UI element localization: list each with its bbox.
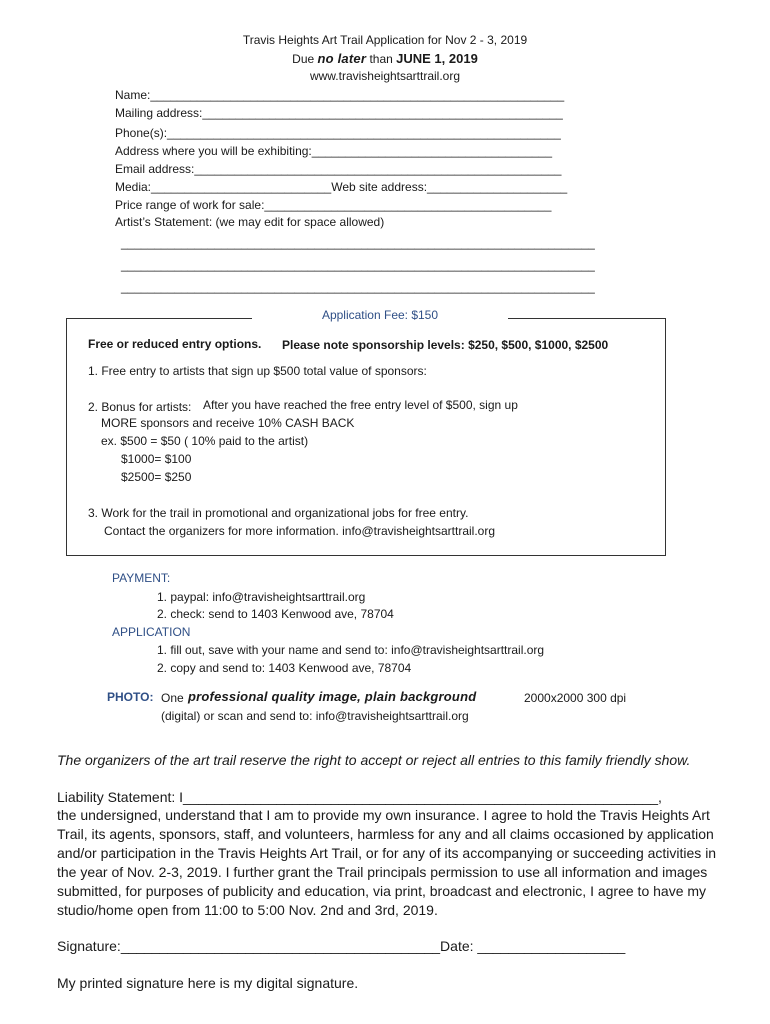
organizers-notice: The organizers of the art trail reserve the right to accept or reject all entries to this family friendly show. (57, 752, 691, 768)
digital-signature-note: My printed signature here is my digital signature. (57, 975, 359, 991)
liability-statement: the undersigned, understand that I am to provide my own insurance. I agree to hold the Travis Heights Art Trail, its agents, sponsors, staff, and volunteers, harmless for any and all claims occasioned by application and/or participation in the Travis Heights Art Trail, or for any of its accompanying or succeeding activities in the year of Nov. 2-3, 2019. I further grant the Trail principals permission to use all information and images submitted, for purposes of publicity and education, via print, broadcast and electronic, I agree to have my studio/home open from 11:00 to 5:00 Nov. 2nd and 3rd, 2019. (57, 807, 717, 918)
payment-check: 2. check: send to 1403 Kenwood ave, 78704 (157, 607, 394, 621)
due-line (0, 51, 770, 66)
mailing-address-field[interactable]: Mailing address:______________________________________________________ (115, 106, 563, 120)
fee-item-2-2500: $2500= $250 (121, 470, 192, 484)
application-step-2: 2. copy and send to: 1403 Kenwood ave, 78704 (157, 661, 412, 675)
photo-label: PHOTO: (107, 690, 154, 704)
due-emphasis: no later (317, 51, 367, 66)
photo-submit: (digital) or scan and send to: info@travisheightsarttrail.org (161, 709, 469, 723)
artist-statement-label: Artist’s Statement: (we may edit for space allowed) (115, 215, 385, 229)
fee-item-1: 1. Free entry to artists that sign up $500 total value of sponsors: (88, 364, 427, 378)
website-url: www.travisheightsarttrail.org (309, 69, 461, 83)
signature-date-field[interactable]: Signature:_________________________________________Date: ___________________ (57, 938, 626, 954)
photo-one: One (161, 691, 184, 705)
fee-title: Application Fee: $150 (321, 308, 439, 322)
due-mid: than (369, 52, 393, 66)
photo-requirement: professional quality image, plain background (188, 689, 477, 704)
fee-item-3: 3. Work for the trail in promotional and organizational jobs for free entry. (88, 506, 469, 520)
payment-paypal: 1. paypal: info@travisheightsarttrail.org (157, 590, 366, 604)
photo-spec: 2000x2000 300 dpi (524, 691, 627, 705)
phone-field[interactable]: Phone(s):___________________________________________________________ (115, 126, 561, 140)
statement-line-3[interactable]: _______________________________________________________________________ (121, 280, 595, 294)
fee-item-2-label: 2. Bonus for artists: (88, 400, 192, 414)
sponsorship-levels: Please note sponsorship levels: $250, $500, $1000, $2500 (282, 338, 609, 352)
exhibit-address-field[interactable]: Address where you will be exhibiting:____________________________________ (115, 144, 553, 158)
due-date: JUNE 1, 2019 (396, 51, 478, 66)
application-label: APPLICATION (112, 625, 191, 639)
fee-item-2-example: ex. $500 = $50 ( 10% paid to the artist) (101, 434, 309, 448)
statement-line-2[interactable]: _______________________________________________________________________ (121, 258, 595, 272)
fee-item-2-cashback: MORE sponsors and receive 10% CASH BACK (101, 416, 355, 430)
liability-name-field[interactable]: Liability Statement: I_____________________________________________________________, (57, 789, 662, 805)
fee-item-3-contact: Contact the organizers for more information. info@travisheightsarttrail.org (104, 524, 496, 538)
name-field[interactable]: Name:______________________________________________________________ (115, 88, 565, 102)
options-label: Free or reduced entry options. (88, 337, 262, 351)
form-title: Travis Heights Art Trail Application for Nov 2 - 3, 2019 (242, 33, 528, 47)
payment-label: PAYMENT: (112, 571, 171, 585)
media-website-field[interactable]: Media:___________________________Web site address:_____________________ (115, 180, 568, 194)
fee-item-2-text: After you have reached the free entry level of $500, sign up (203, 398, 518, 412)
fee-item-2-1000: $1000= $100 (121, 452, 192, 466)
price-range-field[interactable]: Price range of work for sale:___________________________________________ (115, 198, 552, 212)
application-step-1: 1. fill out, save with your name and send to: info@travisheightsarttrail.org (157, 643, 545, 657)
statement-line-1[interactable]: _______________________________________________________________________ (121, 236, 595, 250)
email-field[interactable]: Email address:_______________________________________________________ (115, 162, 562, 176)
due-prefix: Due (292, 52, 315, 66)
